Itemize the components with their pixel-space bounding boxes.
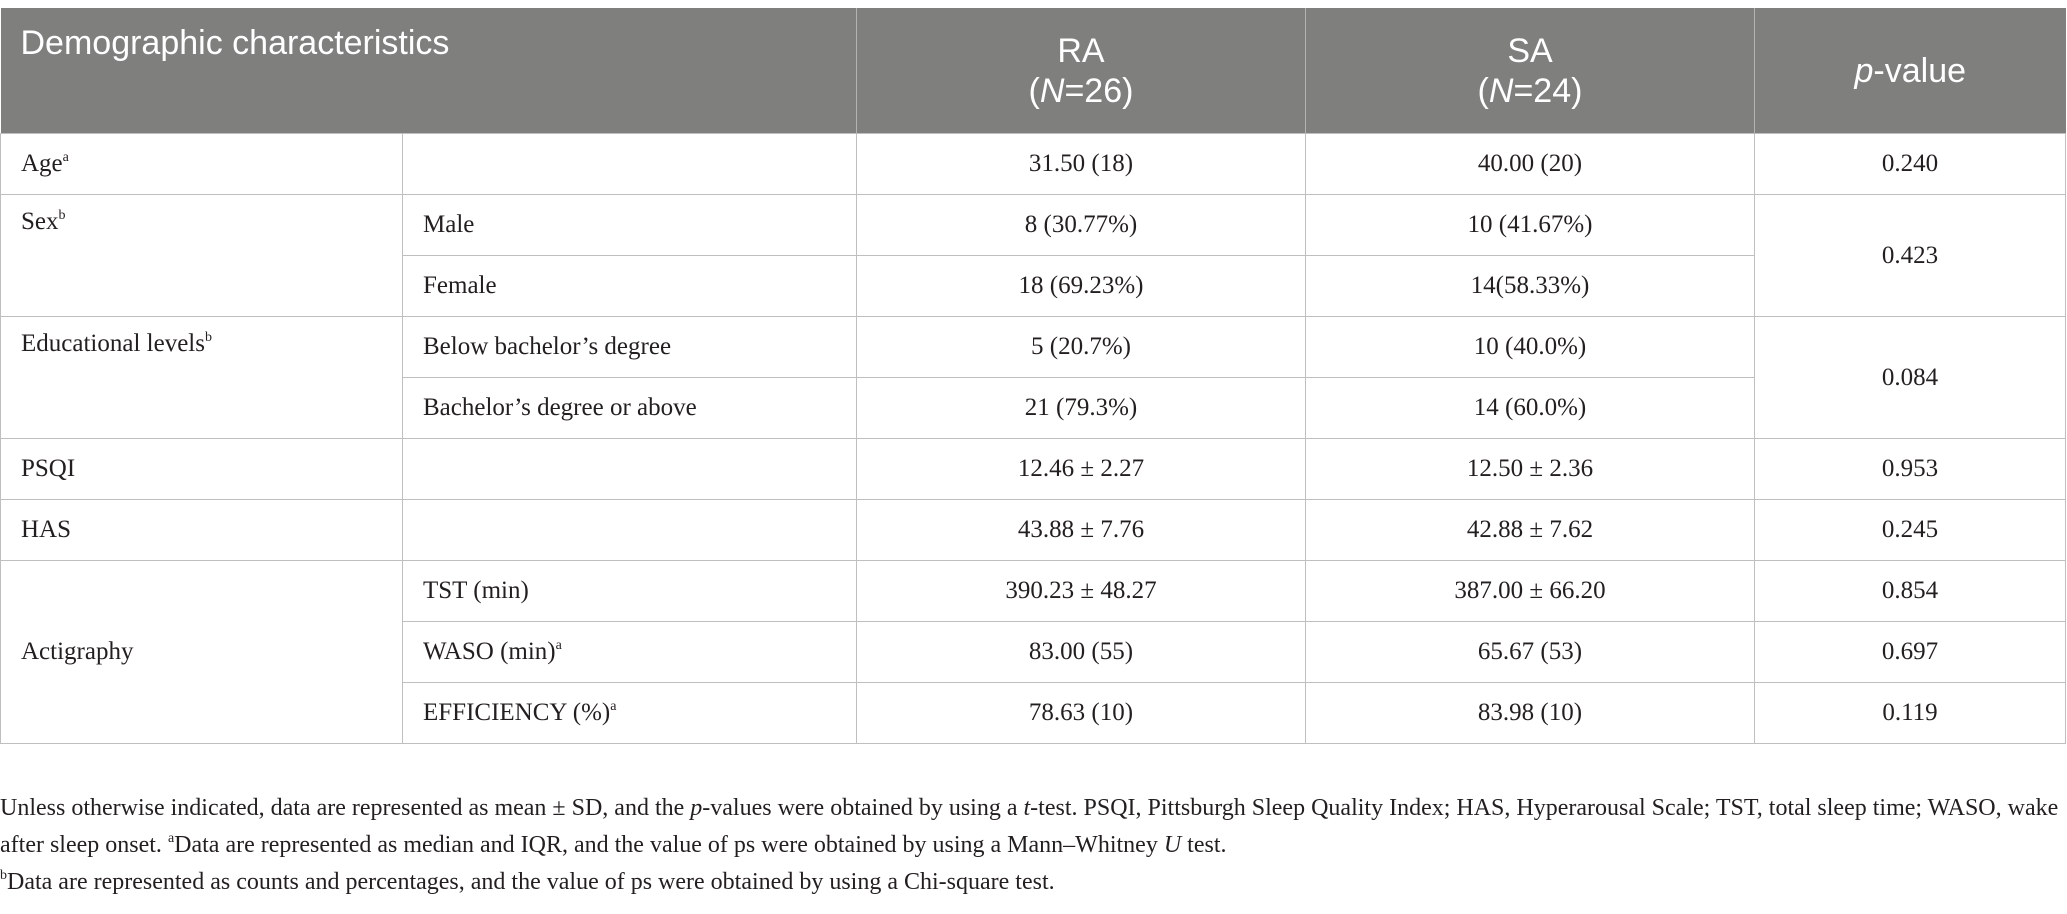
header-ra	[857, 8, 1306, 134]
cell-ra: 31.50 (18)	[857, 134, 1306, 195]
cell-sa: 65.67 (53)	[1306, 622, 1755, 683]
table-row	[1, 134, 2066, 195]
footnote-a-marker: a	[167, 831, 175, 846]
cell-sa: 10 (40.0%)	[1306, 317, 1755, 378]
table-row	[1, 500, 2066, 561]
table-row	[1, 317, 2066, 378]
footnote-b: $^b$Data are represented as counts and percentages, and the value of ps were obtained by using a Chi-square test.	[0, 868, 1055, 895]
cell-sa: 14 (60.0%)	[1306, 378, 1755, 439]
row-sublabel-efficiency: EFFICIENCY (%)$^a$	[403, 683, 857, 744]
header-row	[1, 8, 2066, 134]
header-sa-name: SA	[1507, 31, 1553, 70]
cell-ra: 78.63 (10)	[857, 683, 1306, 744]
row-label-has: HAS	[1, 500, 403, 561]
cell-ra: 83.00 (55)	[857, 622, 1306, 683]
cell-p-value: 0.953	[1755, 439, 2066, 500]
cell-sa: 12.50 ± 2.36	[1306, 439, 1755, 500]
cell-p-value: 0.245	[1755, 500, 2066, 561]
header-characteristics: Demographic characteristics	[1, 8, 857, 134]
cell-sa: 10 (41.67%)	[1306, 195, 1755, 256]
row-sublabel-female: Female	[403, 256, 857, 317]
cell-sa: 387.00 ± 66.20	[1306, 561, 1755, 622]
table-row	[1, 195, 2066, 256]
cell-ra: 43.88 ± 7.76	[857, 500, 1306, 561]
row-label-actigraphy: Actigraphy	[1, 561, 403, 744]
row-sublabel-below-bachelor: Below bachelor’s degree	[403, 317, 857, 378]
cell-p-value: 0.697	[1755, 622, 2066, 683]
cell-p-value: 0.854	[1755, 561, 2066, 622]
footnote-general: Unless otherwise indicated, data are represented as mean ± SD, and the p-values were obtained by using a t-test. PSQI, Pittsburgh Sleep Quality Index; HAS, Hyperarousal Scale; TST, total sleep time; WASO, wake after sleep onset. $^a$Data are represented as median and IQR, and the value of ps were obtained by using a Mann–Whitney U test.	[0, 795, 2059, 858]
cell-p-value: 0.084	[1755, 317, 2066, 439]
header-p-value: p-value	[1755, 8, 2066, 134]
table-row	[1, 561, 2066, 622]
table-footnotes	[0, 790, 2060, 901]
row-sublabel-male: Male	[403, 195, 857, 256]
row-sublabel-tst: TST (min)	[403, 561, 857, 622]
cell-ra: 18 (69.23%)	[857, 256, 1306, 317]
header-sa	[1306, 8, 1755, 134]
cell-ra: 8 (30.77%)	[857, 195, 1306, 256]
row-sublabel-waso: WASO (min)$^a$	[403, 622, 857, 683]
row-sublabel-bachelor-or-above: Bachelor’s degree or above	[403, 378, 857, 439]
row-label-education: Educational levels$^b$	[1, 317, 403, 439]
row-label-sex: Sex$^b$	[1, 195, 403, 317]
cell-sa: 14(58.33%)	[1306, 256, 1755, 317]
row-sublabel-empty	[403, 439, 857, 500]
footnote-b-marker: b	[0, 868, 7, 883]
row-label-psqi: PSQI	[1, 439, 403, 500]
cell-ra: 21 (79.3%)	[857, 378, 1306, 439]
header-ra-n: (N=26)	[1028, 71, 1134, 110]
cell-sa: 42.88 ± 7.62	[1306, 500, 1755, 561]
cell-ra: 12.46 ± 2.27	[857, 439, 1306, 500]
cell-sa: 83.98 (10)	[1306, 683, 1755, 744]
row-sublabel-empty	[403, 500, 857, 561]
cell-p-value: 0.119	[1755, 683, 2066, 744]
cell-p-value: 0.423	[1755, 195, 2066, 317]
header-sa-n: (N=24)	[1477, 71, 1583, 110]
cell-sa: 40.00 (20)	[1306, 134, 1755, 195]
cell-ra: 5 (20.7%)	[857, 317, 1306, 378]
row-label-age: Age$^a$	[1, 134, 403, 195]
cell-ra: 390.23 ± 48.27	[857, 561, 1306, 622]
cell-p-value: 0.240	[1755, 134, 2066, 195]
header-ra-name: RA	[1057, 31, 1105, 70]
row-sublabel-empty	[403, 134, 857, 195]
demographics-table	[0, 8, 2066, 744]
table-row	[1, 439, 2066, 500]
footnote-a: Data are represented as median and IQR, and the value of ps were obtained by using a Mann–Whitney	[174, 832, 1164, 858]
